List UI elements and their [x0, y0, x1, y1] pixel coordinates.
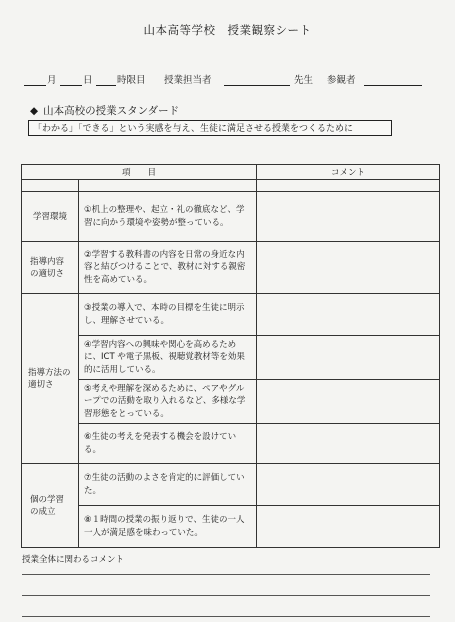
item-cell: ④学習内容への興味や関心を高めるために、ICT や電子黒板、視聴覚教材等を効果的に活用している。 [79, 336, 257, 380]
comment-cell[interactable] [257, 380, 440, 424]
standard-heading [30, 103, 179, 118]
standard-heading-text: 山本高校の授業スタンダード [43, 105, 180, 117]
comment-cell[interactable] [257, 424, 440, 464]
observer-label: 参観者 [327, 75, 356, 86]
table-spacer-row [22, 180, 440, 192]
teacher-blank[interactable] [224, 85, 290, 86]
month-label: 月 [47, 75, 57, 86]
item-cell: ②学習する教科書の内容を日常の身近な内容と結びつけることで、教材に対する親密性を高めている。 [79, 242, 257, 294]
comment-cell[interactable] [257, 294, 440, 336]
category-cell: 指導方法の適切さ [22, 294, 79, 464]
observation-table [21, 164, 440, 548]
teacher-label: 授業担当者 [164, 75, 212, 86]
period-label: 時限目 [117, 75, 146, 86]
table-row [22, 294, 440, 336]
item-cell: ③授業の導入で、本時の目標を生徒に明示し、理解させている。 [79, 294, 257, 336]
comment-column-header: コメント [257, 165, 440, 180]
standard-subtitle: 「わかる」「できる」という実感を与え、生徒に満足させる授業をつくるために [28, 120, 392, 136]
sensei-label: 先生 [294, 75, 314, 86]
info-line [24, 72, 424, 88]
sheet-title: 山本高等学校 授業観察シート [143, 23, 312, 37]
comment-cell[interactable] [257, 192, 440, 242]
overall-comment-label: 授業全体に関わるコメント [22, 555, 125, 565]
diamond-icon: ◆ [30, 105, 39, 117]
table-row [22, 424, 440, 464]
category-cell: 個の学習の成立 [22, 464, 79, 548]
period-blank[interactable] [96, 85, 116, 86]
item-column-header: 項 目 [22, 165, 257, 180]
table-header-row [22, 165, 440, 180]
day-label: 日 [83, 75, 93, 86]
item-cell: ⑤考えや理解を深めるために、ペアやグループでの活動を取り入れるなど、多様な学習形態をとっている。 [79, 380, 257, 424]
table-row [22, 242, 440, 294]
overall-comment-line[interactable] [22, 574, 430, 575]
category-cell: 指導内容の適切さ [22, 242, 79, 294]
table-row [22, 336, 440, 380]
comment-cell[interactable] [257, 242, 440, 294]
item-cell: ⑧１時間の授業の振り返りで、生徒の一人一人が満足感を味わっていた。 [79, 506, 257, 548]
comment-cell[interactable] [257, 506, 440, 548]
table-row [22, 506, 440, 548]
category-cell: 学習環境 [22, 192, 79, 242]
comment-cell[interactable] [257, 464, 440, 506]
item-cell: ①机上の整理や、起立・礼の徹底など、学習に向かう環境や姿勢が整っている。 [79, 192, 257, 242]
overall-comment-line[interactable] [22, 595, 430, 596]
day-blank[interactable] [60, 85, 82, 86]
overall-comment-line[interactable] [22, 616, 430, 617]
table-row [22, 380, 440, 424]
observer-blank[interactable] [364, 85, 422, 86]
month-blank[interactable] [24, 85, 46, 86]
comment-cell[interactable] [257, 336, 440, 380]
item-cell: ⑥生徒の考えを発表する機会を設けている。 [79, 424, 257, 464]
table-row [22, 192, 440, 242]
table-row [22, 464, 440, 506]
item-cell: ⑦生徒の活動のよさを肯定的に評価していた。 [79, 464, 257, 506]
